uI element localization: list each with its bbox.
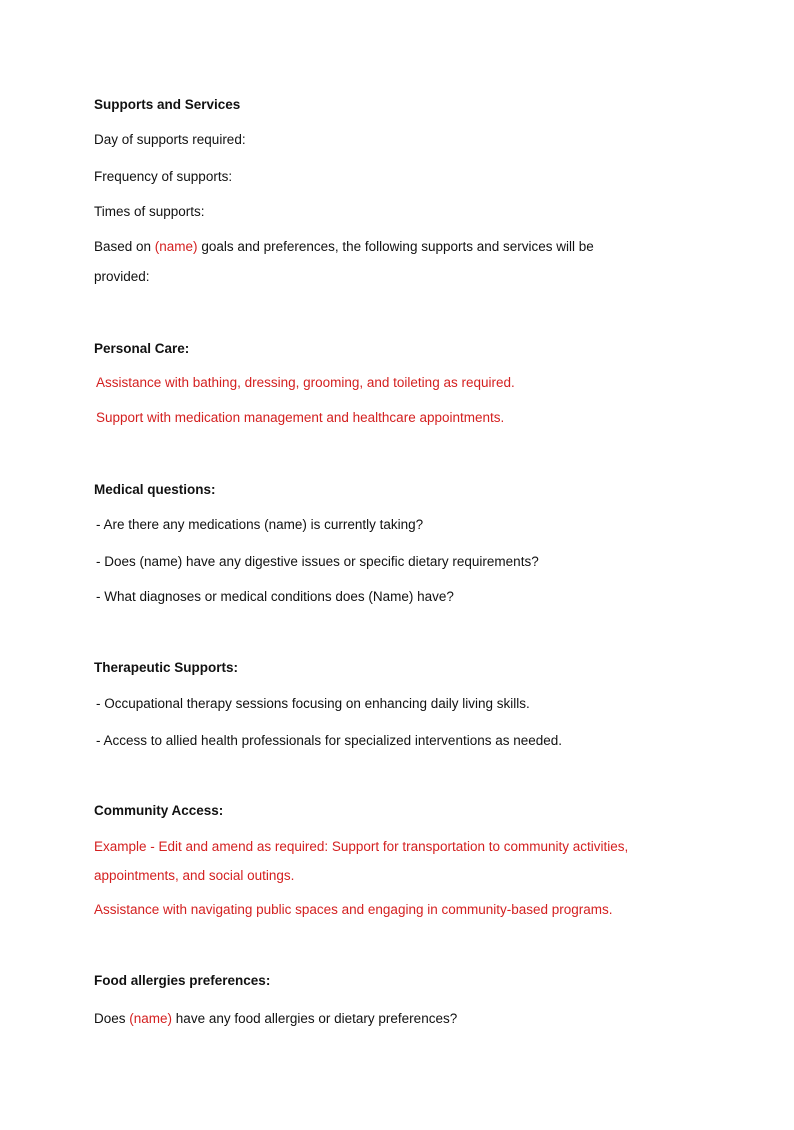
community-access-heading: Community Access:: [94, 803, 224, 818]
frequency-of-supports-label: Frequency of supports:: [94, 169, 233, 184]
medical-questions-heading: Medical questions:: [94, 482, 216, 497]
personal-care-item: Support with medication management and healthcare appointments.: [96, 410, 505, 425]
based-on-continuation: provided:: [94, 269, 150, 284]
name-placeholder: (name): [154, 239, 198, 254]
day-of-supports-label: Day of supports required:: [94, 132, 246, 147]
supports-heading: Supports and Services: [94, 97, 241, 112]
based-on-paragraph: [94, 238, 594, 256]
food-question-suffix: have any food allergies or dietary preferences?: [172, 1011, 458, 1026]
therapeutic-item: - Access to allied health professionals for specialized interventions as needed.: [96, 733, 563, 748]
therapeutic-item: - Occupational therapy sessions focusing on enhancing daily living skills.: [96, 696, 530, 711]
name-placeholder: (name): [129, 1011, 173, 1026]
food-allergies-question: [94, 1010, 457, 1028]
community-example-continuation: appointments, and social outings.: [94, 868, 295, 883]
times-of-supports-label: Times of supports:: [94, 204, 205, 219]
personal-care-item: Assistance with bathing, dressing, grooming, and toileting as required.: [96, 375, 515, 390]
food-allergies-heading: Food allergies preferences:: [94, 973, 271, 988]
community-navigation-line: Assistance with navigating public spaces and engaging in community-based programs.: [94, 902, 613, 917]
medical-question-item: - What diagnoses or medical conditions does (Name) have?: [96, 589, 454, 604]
medical-question-item: - Are there any medications (name) is currently taking?: [96, 517, 424, 532]
medical-question-item: - Does (name) have any digestive issues or specific dietary requirements?: [96, 554, 539, 569]
personal-care-heading: Personal Care:: [94, 341, 190, 356]
food-question-prefix: Does: [94, 1011, 130, 1026]
based-on-suffix: goals and preferences, the following supports and services will be: [197, 239, 594, 254]
based-on-prefix: Based on: [94, 239, 155, 254]
community-example-line: Example - Edit and amend as required: Support for transportation to community activities,: [94, 839, 629, 854]
therapeutic-supports-heading: Therapeutic Supports:: [94, 660, 239, 675]
